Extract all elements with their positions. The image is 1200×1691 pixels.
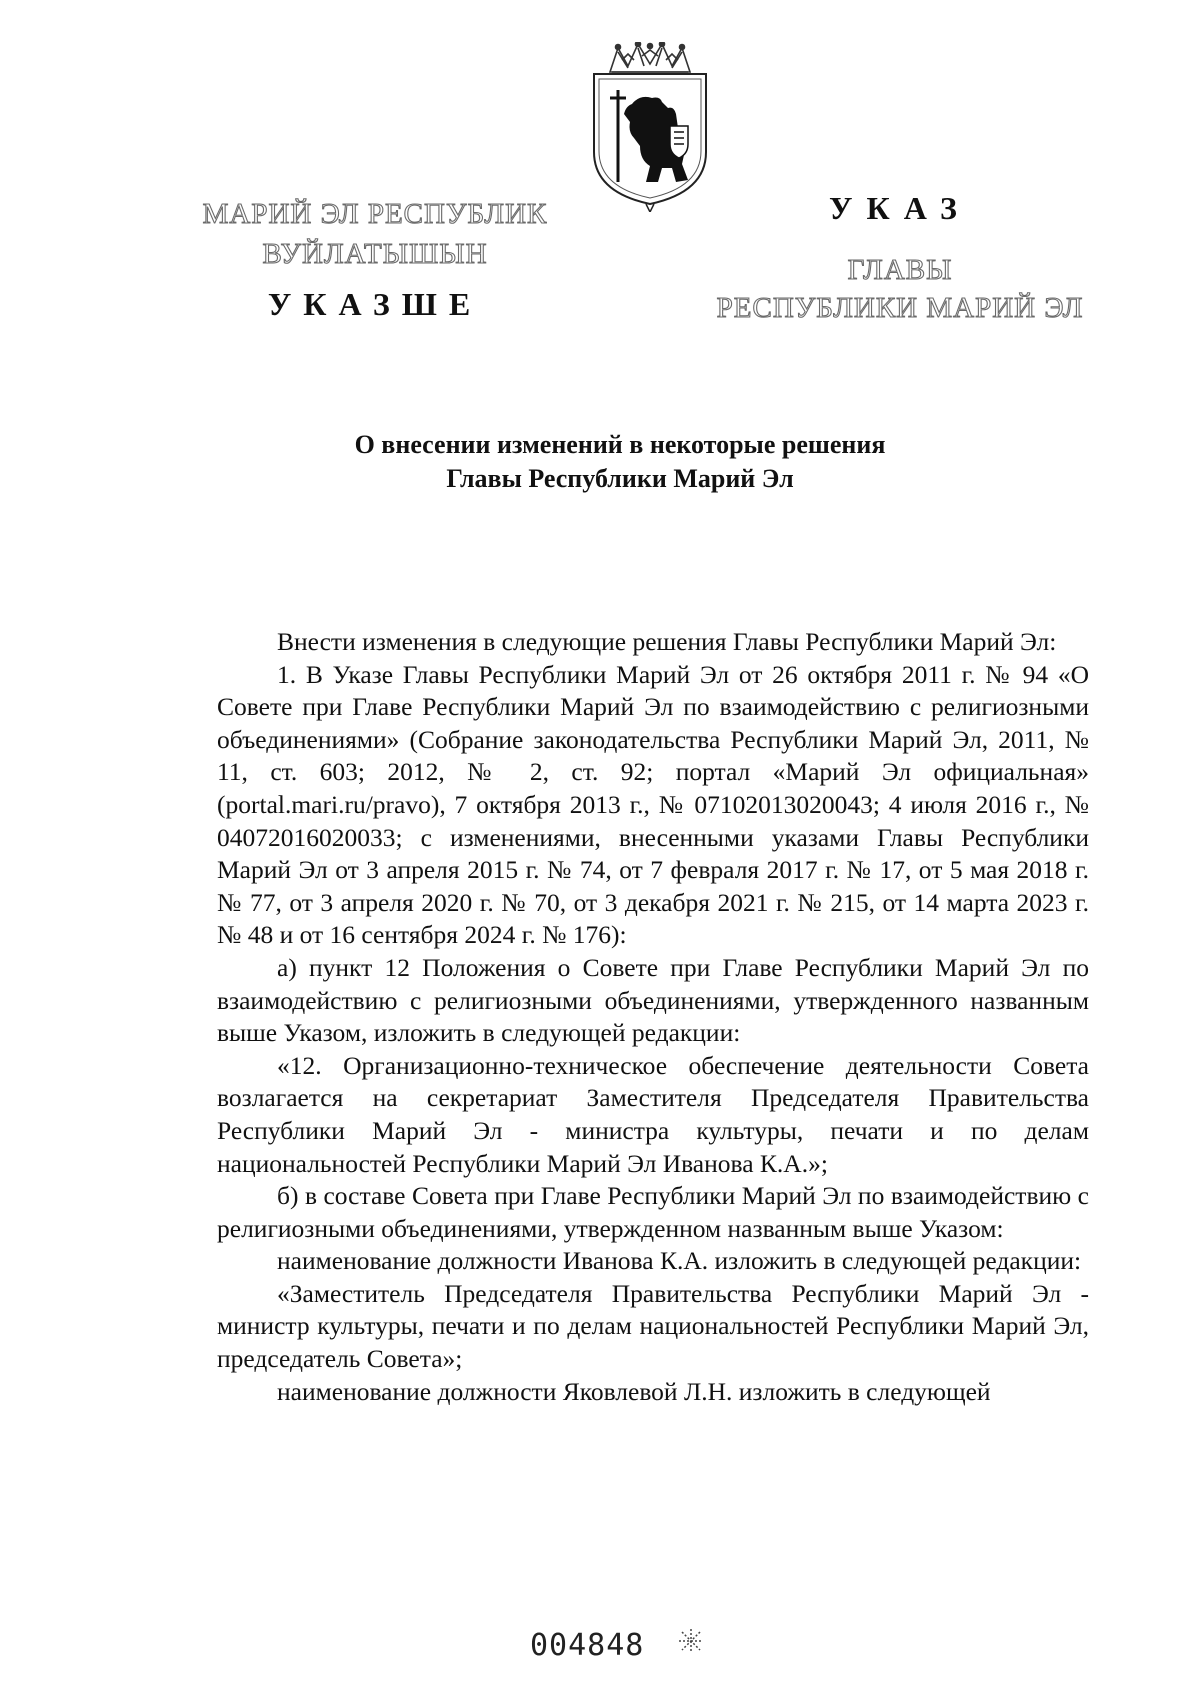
coat-of-arms-icon bbox=[588, 42, 712, 212]
header-right-decree: УКАЗ bbox=[829, 190, 971, 226]
title-line-1: О внесении изменений в некоторые решения bbox=[354, 430, 886, 459]
header-left-line1 bbox=[150, 198, 600, 231]
header-left-decree: УКАЗШЕ bbox=[267, 286, 483, 322]
header-right-line1 bbox=[680, 190, 1120, 227]
title-line-2: Главы Республики Марий Эл bbox=[446, 464, 794, 493]
body-paragraph-item-a: а) пункт 12 Положения о Совете при Главе Республики Марий Эл по взаимодействию с религиозными объединениями, утвержденного названным выше Указом, изложить в следующей редакции: bbox=[217, 952, 1089, 1048]
asterisk-mark-icon bbox=[676, 1626, 706, 1656]
document-body bbox=[217, 626, 1089, 1408]
body-paragraph-item-b: б) в составе Совета при Главе Республики Марий Эл по взаимодействию с религиозными объединениями, утвержденном названным выше Указом: bbox=[217, 1181, 1089, 1243]
header-left-line2 bbox=[150, 238, 600, 271]
header-right-line2 bbox=[680, 254, 1120, 287]
body-paragraph-item-1: 1. В Указе Главы Республики Марий Эл от 26 октября 2011 г. № 94 «О Совете при Главе Республики Марий Эл по взаимодействию с религиозными объединениями» (Собрание законодательства Республики Марий Эл, 2011, № 11, ст. 603; 2012, № 2, ст. 92; портал «Марий Эл официальная» (portal.mari.ru/pravo), 7 октября 2013 г., № 07102013020043; 4 июля 2016 г., № 04072016020033; с изменениями, внесенными указами Главы Республики Марий Эл от 3 апреля 2015 г. № 74, от 7 февраля 2017 г. № 17, от 5 мая 2018 г. № 77, от 3 апреля 2020 г. № 70, от 3 декабря 2021 г. № 215, от 14 марта 2023 г. № 48 и от 16 сентября 2024 г. № 176): bbox=[217, 659, 1089, 950]
document-title bbox=[150, 428, 1090, 496]
body-paragraph-position-yakovleva: наименование должности Яковлевой Л.Н. изложить в следующей bbox=[277, 1376, 991, 1406]
serial-number: 004848 bbox=[530, 1628, 645, 1663]
body-paragraph-quote-12: «12. Организационно-техническое обеспечение деятельности Совета возлагается на секретариат Заместителя Председателя Правительства Республики Марий Эл - министра культуры, печати и по делам национальностей Республики Марий Эл Иванова К.А.»; bbox=[217, 1050, 1089, 1178]
header-right-republic: РЕСПУБЛИКИ МАРИЙ ЭЛ bbox=[716, 292, 1084, 324]
body-paragraph-quote-deputy: «Заместитель Председателя Правительства Республики Марий Эл - министр культуры, печати и по делам национальностей Республики Марий Эл, председатель Совета»; bbox=[217, 1278, 1089, 1374]
header-left-republic: МАРИЙ ЭЛ РЕСПУБЛИК bbox=[202, 198, 548, 230]
header-left-line3 bbox=[150, 286, 600, 323]
header-left-head: ВУЙЛАТЫШЫН bbox=[262, 238, 488, 270]
body-paragraph-intro: Внести изменения в следующие решения Главы Республики Марий Эл: bbox=[277, 627, 1057, 656]
body-paragraph-position-ivanov: наименование должности Иванова К.А. изложить в следующей редакции: bbox=[277, 1246, 1082, 1276]
header-right-line3 bbox=[680, 292, 1120, 325]
header-right-head: ГЛАВЫ bbox=[847, 254, 953, 286]
